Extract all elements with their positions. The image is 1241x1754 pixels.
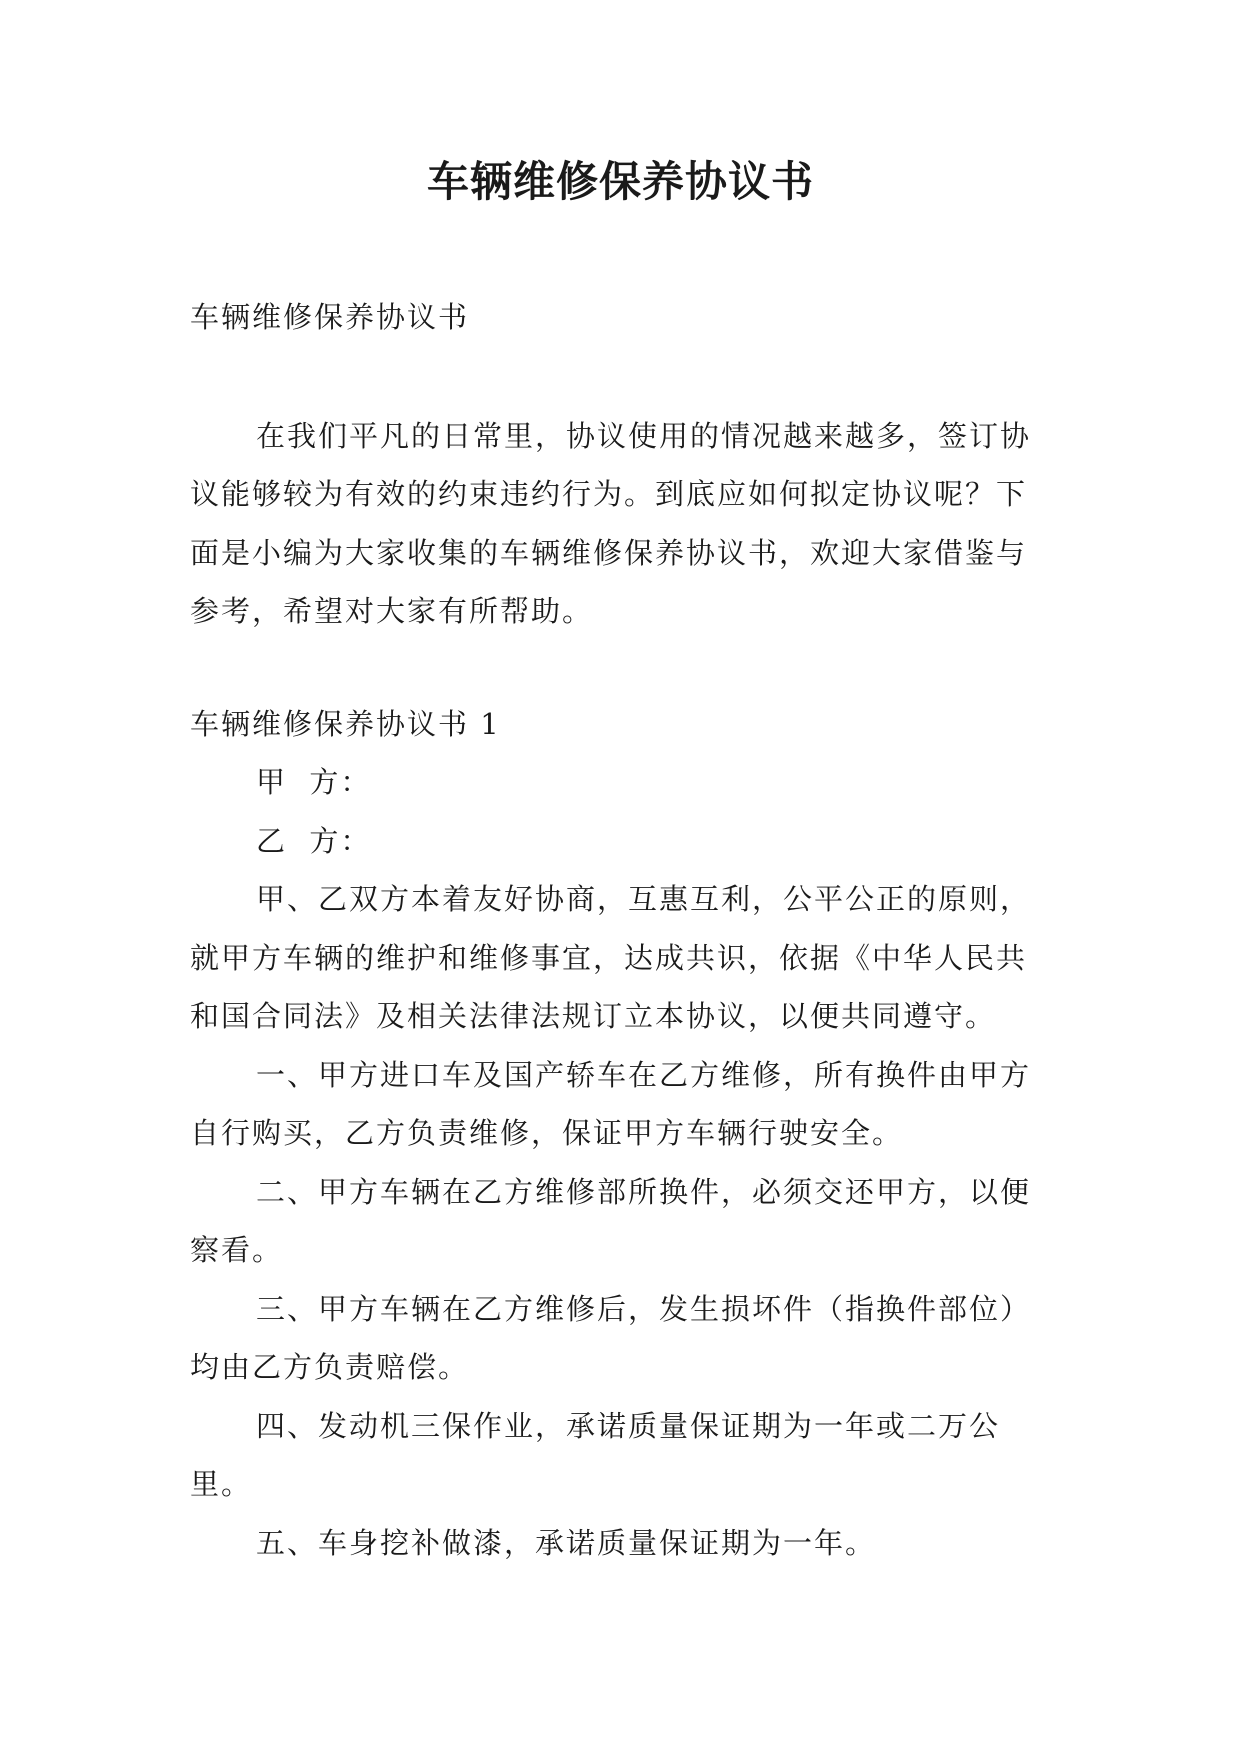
- spacer: [190, 641, 1050, 695]
- party-a-line: 甲 方：: [256, 765, 372, 799]
- clause-paragraph: 二、甲方车辆在乙方维修部所换件，必须交还甲方，以便察看。: [190, 1174, 1032, 1267]
- clause-paragraph: 甲、乙双方本着友好协商，互惠互利，公平公正的原则，就甲方车辆的维护和维修事宜，达成共识，依据《中华人民共和国合同法》及相关法律法规订立本协议，以便共同遵守。: [190, 882, 1032, 1033]
- section-heading: 车辆维修保养协议书 1: [190, 706, 501, 741]
- document-title: 车辆维修保养协议书: [426, 157, 814, 206]
- clause-paragraph: 一、甲方进口车及国产轿车在乙方维修，所有换件由甲方自行购买，乙方负责维修，保证甲方车辆行驶安全。: [190, 1057, 1032, 1150]
- clause-paragraph: 三、甲方车辆在乙方维修后，发生损坏件（指换件部位）均由乙方负责赔偿。: [190, 1291, 1032, 1384]
- intro-paragraph: 在我们平凡的日常里，协议使用的情况越来越多，签订协议能够较为有效的约束违约行为。到底应如何拟定协议呢？下面是小编为大家收集的车辆维修保养协议书，欢迎大家借鉴与参考，希望对大家有所帮助。: [190, 418, 1032, 628]
- document-body: [190, 288, 1050, 1572]
- clause-paragraph: 五、车身挖补做漆，承诺质量保证期为一年。: [256, 1525, 877, 1560]
- party-b-line: 乙 方：: [256, 823, 372, 858]
- clause-paragraph: 四、发动机三保作业，承诺质量保证期为一年或二万公里。: [190, 1408, 1001, 1501]
- spacer: [190, 347, 1050, 407]
- document-subtitle: 车辆维修保养协议书: [190, 300, 470, 334]
